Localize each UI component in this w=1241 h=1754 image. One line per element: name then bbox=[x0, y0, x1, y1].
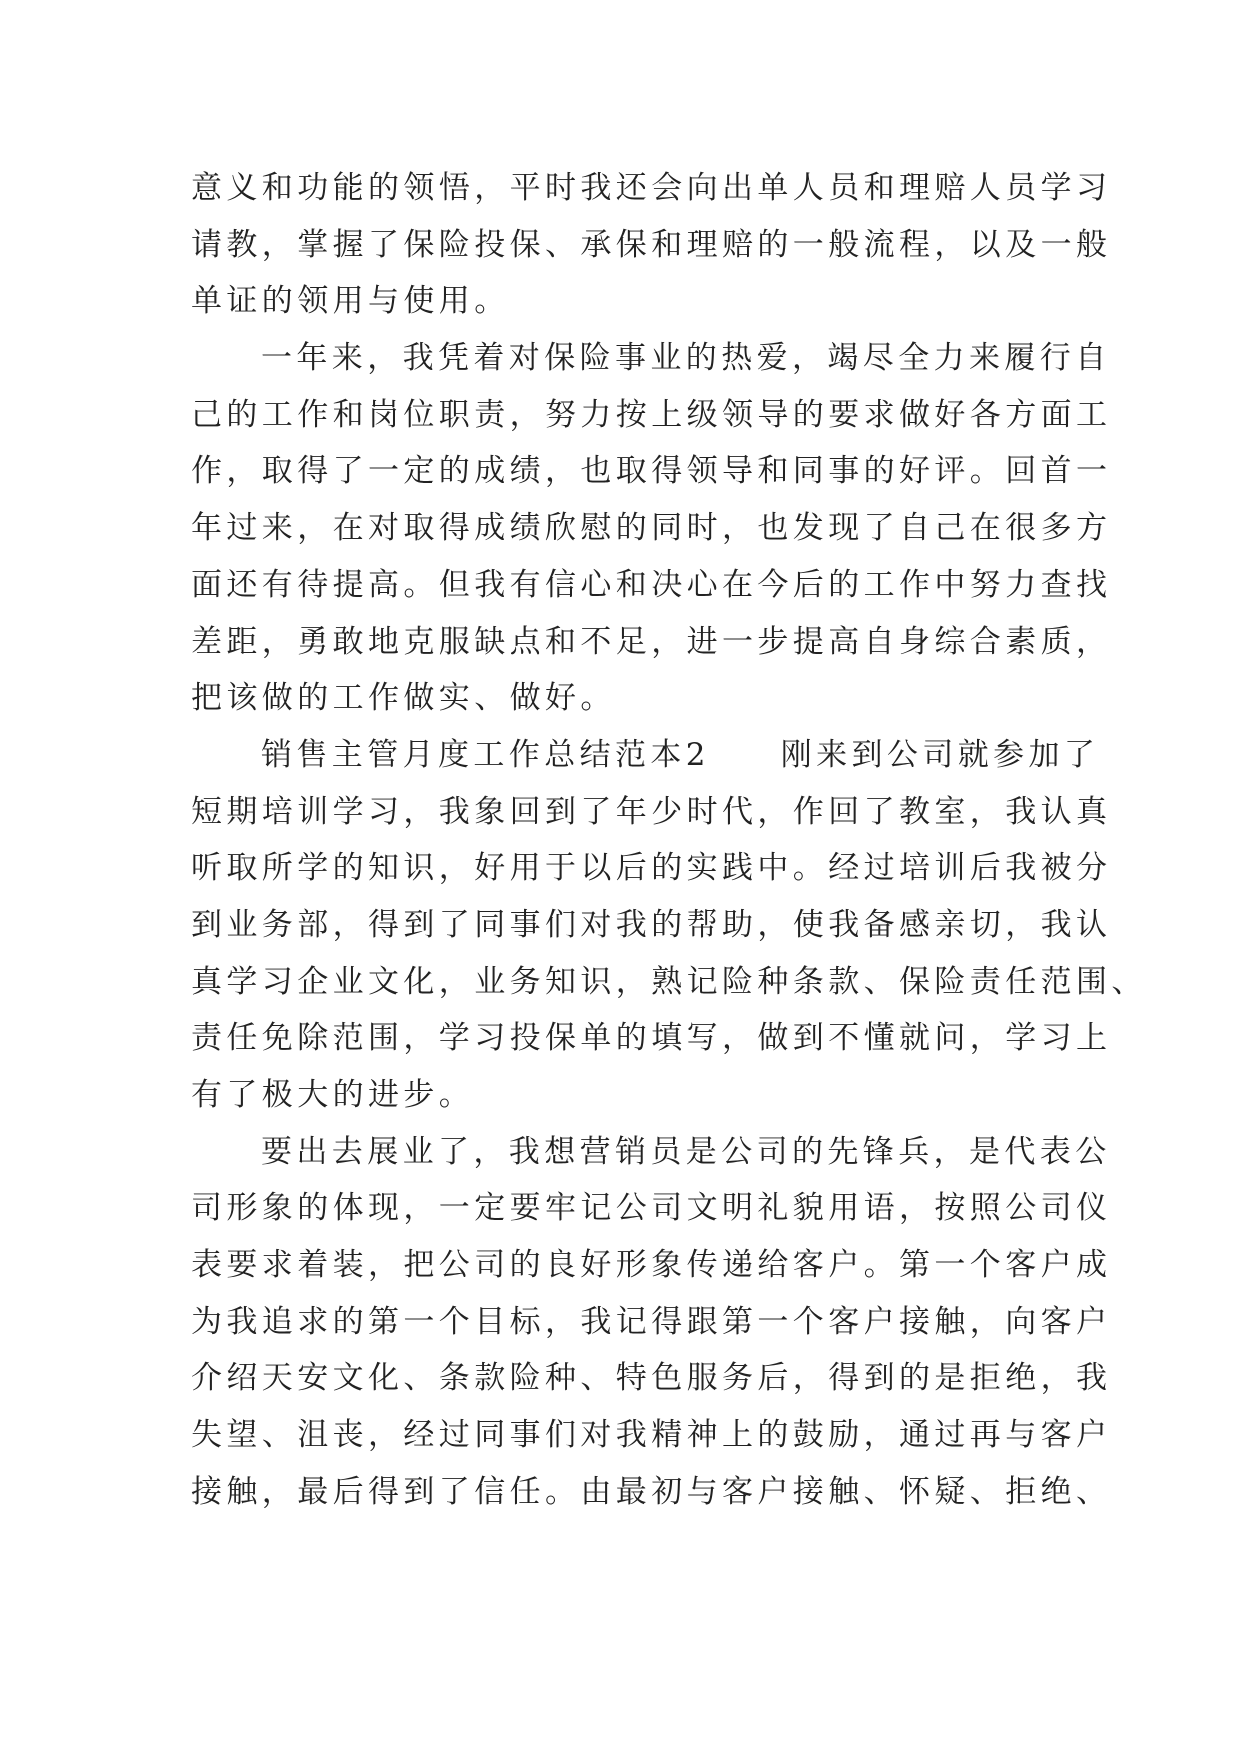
text-line: 意义和功能的领悟，平时我还会向出单人员和理赔人员学习 bbox=[191, 170, 1112, 206]
text-line: 表要求着装，把公司的良好形象传递给客户。第一个客户成 bbox=[191, 1247, 1112, 1284]
text-line: 年过来，在对取得成绩欣慰的同时，也发现了自己在很多方 bbox=[191, 510, 1112, 547]
text-line: 单证的领用与使用。 bbox=[191, 283, 510, 320]
section-heading-line: 销售主管月度工作总结范本2 刚来到公司就参加了 bbox=[261, 736, 1100, 773]
text-line: 介绍天安文化、条款险种、特色服务后，得到的是拒绝，我 bbox=[191, 1360, 1112, 1397]
text-line: 有了极大的进步。 bbox=[191, 1077, 475, 1113]
paragraph-first-line: 一年来，我凭着对保险事业的热爱，竭尽全力来履行自 bbox=[261, 340, 1111, 377]
text-line: 失望、沮丧，经过同事们对我精神上的鼓励，通过再与客户 bbox=[191, 1417, 1112, 1454]
text-line: 接触，最后得到了信任。由最初与客户接触、怀疑、拒绝、 bbox=[191, 1473, 1112, 1510]
text-line: 司形象的体现，一定要牢记公司文明礼貌用语，按照公司仪 bbox=[191, 1190, 1112, 1227]
text-line: 面还有待提高。但我有信心和决心在今后的工作中努力查找 bbox=[191, 566, 1112, 603]
body-text bbox=[191, 160, 1147, 1521]
text-line: 为我追求的第一个目标，我记得跟第一个客户接触，向客户 bbox=[191, 1303, 1112, 1340]
text-line: 把该做的工作做实、做好。 bbox=[191, 680, 616, 717]
text-line: 差距，勇敢地克服缺点和不足，进一步提高自身综合素质， bbox=[191, 623, 1112, 660]
text-line: 请教，掌握了保险投保、承保和理赔的一般流程，以及一般 bbox=[191, 226, 1112, 263]
text-line: 真学习企业文化，业务知识，熟记险种条款、保险责任范围、 bbox=[191, 963, 1147, 1000]
text-line: 作，取得了一定的成绩，也取得领导和同事的好评。回首一 bbox=[191, 453, 1112, 490]
text-line: 己的工作和岗位职责，努力按上级领导的要求做好各方面工 bbox=[191, 396, 1112, 433]
text-line: 短期培训学习，我象回到了年少时代，作回了教室，我认真 bbox=[191, 793, 1112, 830]
text-line: 责任免除范围，学习投保单的填写，做到不懂就问，学习上 bbox=[191, 1020, 1112, 1057]
paragraph-first-line: 要出去展业了，我想营销员是公司的先锋兵，是代表公 bbox=[261, 1133, 1111, 1170]
text-line: 听取所学的知识，好用于以后的实践中。经过培训后我被分 bbox=[191, 850, 1112, 887]
text-line: 到业务部，得到了同事们对我的帮助，使我备感亲切，我认 bbox=[191, 906, 1112, 943]
